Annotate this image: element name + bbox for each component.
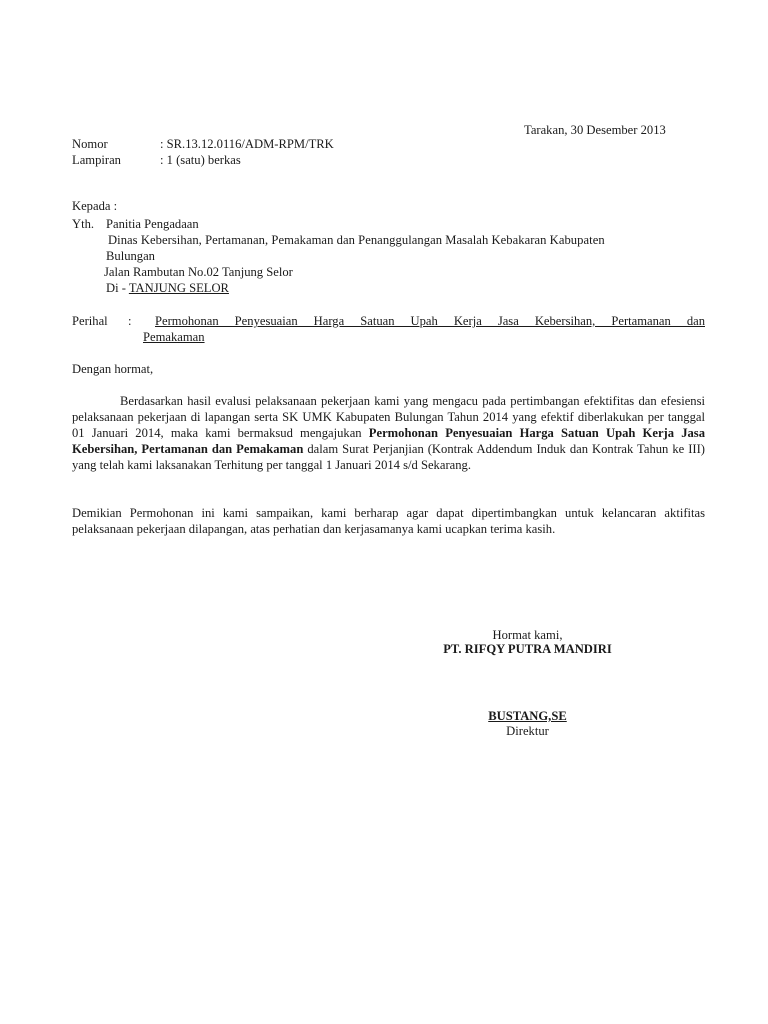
- perihal-line-2: Pemakaman: [143, 330, 205, 344]
- di-line: [106, 280, 229, 296]
- recipient-line-2: Dinas Kebersihan, Pertamanan, Pemakaman dan Penanggulangan Masalah Kebakaran Kabupaten: [108, 233, 605, 247]
- signer-title: Direktur: [506, 724, 549, 738]
- body-paragraph-1: [72, 393, 705, 473]
- body-paragraph-2: Demikian Permohonan ini kami sampaikan, kami berharap agar dapat dipertimbangkan untuk kelancaran aktifitas pelaksanaan pekerjaan dilapangan, atas perhatian dan kerjasamanya kami ucapkan terima kasih.: [72, 506, 705, 536]
- body1-part2: dalam Surat Perjanjian (Kontrak Addendum Induk dan Kontrak Tahun ke III) yang telah kami laksanakan Terhitung per tanggal 1 Januari 2014 s/d Sekarang.: [72, 442, 705, 472]
- nomor-label: Nomor: [72, 137, 108, 151]
- lampiran-value: : 1 (satu) berkas: [160, 153, 241, 167]
- salutation: Dengan hormat,: [72, 362, 154, 376]
- nomor-value: : SR.13.12.0116/ADM-RPM/TRK: [160, 137, 334, 151]
- place-date: Tarakan, 30 Desember 2013: [524, 123, 666, 137]
- recipient-line-3: Bulungan: [106, 249, 155, 263]
- signer-name: BUSTANG,SE: [488, 709, 567, 723]
- company-name: PT. RIFQY PUTRA MANDIRI: [443, 642, 612, 656]
- di-place: TANJUNG SELOR: [128, 281, 229, 295]
- perihal-label: Perihal: [72, 314, 108, 328]
- body1-bold: Permohonan Penyesuaian Harga Satuan Upah Kerja Jasa Kebersihan, Pertamanan dan Pemakaman: [72, 426, 705, 456]
- yth-label: Yth.: [72, 217, 95, 231]
- di-prefix: Di -: [106, 281, 126, 295]
- perihal-colon: :: [128, 314, 132, 328]
- perihal-line-1: Permohonan Penyesuaian Harga Satuan Upah Kerja Jasa Kebersihan, Pertamanan dan: [155, 314, 705, 328]
- lampiran-label: Lampiran: [72, 153, 121, 167]
- recipient-line-1: Panitia Pengadaan: [106, 217, 199, 231]
- closing: Hormat kami,: [492, 628, 563, 642]
- kepada-label: Kepada :: [72, 199, 118, 213]
- recipient-line-4: Jalan Rambutan No.02 Tanjung Selor: [104, 265, 293, 279]
- body1-part1: Berdasarkan hasil evalusi pelaksanaan pekerjaan kami yang mengacu pada pertimbangan efektifitas dan efesiensi pelaksanaan pekerjaan di lapangan serta SK UMK Kabupaten Bulungan Tahun 2014 yang efektif diberlakukan per tanggal 01 Januari 2014, maka kami bermaksud mengajukan: [72, 394, 705, 440]
